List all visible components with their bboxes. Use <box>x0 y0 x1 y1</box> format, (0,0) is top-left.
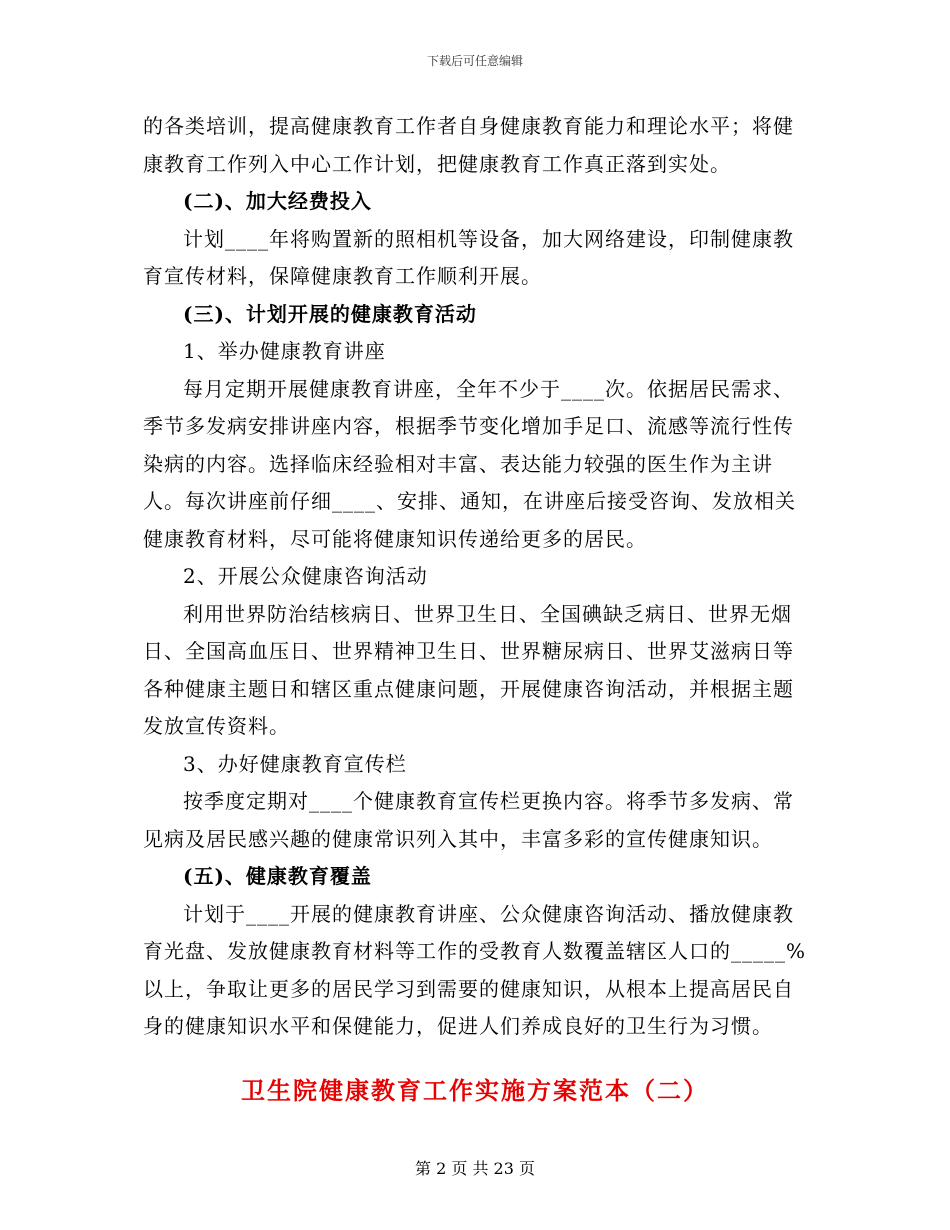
section-heading: (三)、计划开展的健康教育活动 <box>183 301 477 326</box>
paragraph: 计划于____开展的健康教育讲座、公众健康咨询活动、播放健康教育光盘、发放健康教育材料等工作的受教育人数覆盖辖区人口的_____%以上，争取让更多的居民学习到需要的健康知识，从根本上提高居民自身的健康知识水平和保健能力，促进人们养成良好的卫生行为习惯。 <box>143 901 807 1038</box>
page-number: 第 2 页 共 23 页 <box>415 1159 535 1178</box>
section-heading: (二)、加大经费投入 <box>183 189 372 213</box>
paragraph: 按季度定期对____个健康教育宣传栏更换内容。将季节多发病、常见病及居民感兴趣的健康常识列入其中，丰富多彩的宣传健康知识。 <box>143 789 794 851</box>
paragraph: 利用世界防治结核病日、世界卫生日、全国碘缺乏病日、世界无烟日、全国高血压日、世界精神卫生日、世界糖尿病日、世界艾滋病日等各种健康主题日和辖区重点健康问题，开展健康咨询活动，并根据主题发放宣传资料。 <box>143 601 794 738</box>
subsection-heading: 2、开展公众健康咨询活动 <box>183 564 428 588</box>
paragraph: 的各类培训，提高健康教育工作者自身健康教育能力和理论水平；将健康教育工作列入中心工作计划，把健康教育工作真正落到实处。 <box>143 114 794 176</box>
paragraph: 每月定期开展健康教育讲座，全年不少于____次。依据居民需求、季节多发病安排讲座内容，根据季节变化增加手足口、流感等流行性传染病的内容。选择临床经验相对丰富、表达能力较强的医生作为主讲人。每次讲座前仔细____、安排、通知，在讲座后接受咨询、发放相关健康教育材料，尽可能将健康知识传递给更多的居民。 <box>143 376 796 551</box>
paragraph: 计划____年将购置新的照相机等设备，加大网络建设，印制健康教育宣传材料，保障健康教育工作顺利开展。 <box>143 226 794 288</box>
subsection-heading: 1、举办健康教育讲座 <box>183 339 386 363</box>
document-title: 卫生院健康教育工作实施方案范本（二） <box>241 1076 709 1105</box>
section-heading: (五)、健康教育覆盖 <box>183 864 372 888</box>
subsection-heading: 3、办好健康教育宣传栏 <box>183 751 407 776</box>
document-body <box>143 108 807 1046</box>
header-note: 下载后可任意编辑 <box>426 54 523 68</box>
